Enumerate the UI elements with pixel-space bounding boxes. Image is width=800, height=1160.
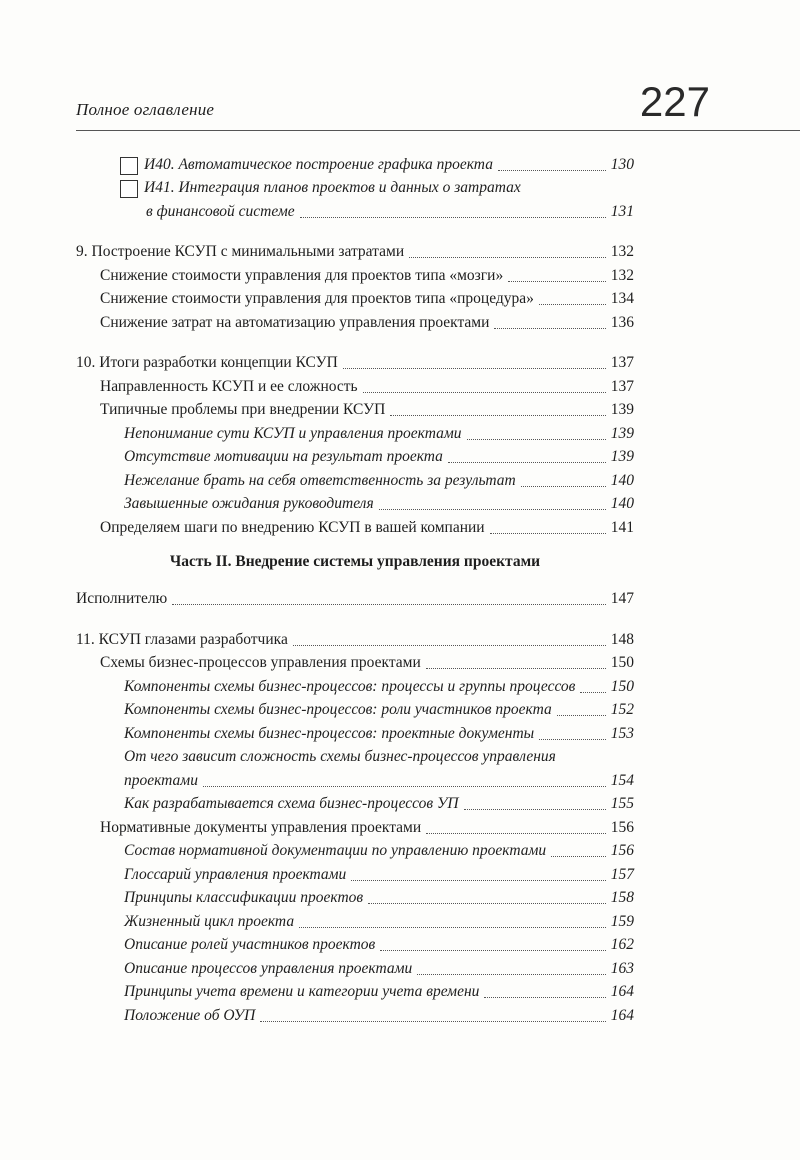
leader-dots: [484, 996, 606, 998]
toc-entry-title: Отсутствие мотивации на результат проекта: [124, 448, 443, 465]
part-heading: Часть II. Внедрение системы управления проектами: [169, 552, 541, 570]
toc-subentry[interactable]: [76, 720, 634, 744]
toc-entry-page: 153: [610, 724, 634, 742]
toc-entry-title: 10. Итоги разработки концепции КСУП: [76, 354, 338, 371]
toc-subentry[interactable]: [76, 673, 634, 697]
toc-entry-page: 147: [610, 590, 634, 607]
toc-entry-page: 154: [610, 771, 634, 789]
leader-dots: [417, 973, 606, 975]
toc-entry-title: Непонимание сути КСУП и управления проектами: [124, 424, 462, 442]
toc-entry-page: 156: [610, 818, 634, 836]
toc-entry-page: 140: [610, 495, 634, 512]
toc-entry-page: 158: [610, 889, 634, 906]
toc-entry-title: Принципы учета времени и категории учета времени: [124, 983, 480, 1000]
toc-subentry[interactable]: [76, 1002, 634, 1026]
toc-entry-title: Определяем шаги по внедрению КСУП в вашей компании: [100, 518, 485, 536]
toc-entry-title: Компоненты схемы бизнес-процессов: роли участников проекта: [124, 701, 552, 718]
toc-subentry[interactable]: [76, 420, 634, 444]
toc-entry-page: 140: [610, 471, 634, 489]
toc-entry-page: 132: [610, 243, 634, 260]
checkbox[interactable]: [120, 180, 138, 198]
toc-chapter-10[interactable]: [76, 350, 634, 374]
toc-entry-page: 162: [610, 936, 634, 953]
leader-dots: [490, 532, 606, 534]
leader-dots: [464, 808, 606, 810]
toc-entry-title: Типичные проблемы при внедрении КСУП: [100, 401, 386, 418]
toc-entry-page: 134: [610, 290, 634, 307]
toc-entry-page: 150: [610, 654, 634, 671]
toc-entry-title: Состав нормативной документации по управлению проектами: [124, 842, 547, 859]
toc-entry[interactable]: [76, 309, 634, 333]
toc-entry-title: Снижение затрат на автоматизацию управления проектами: [100, 313, 490, 331]
toc-entry-title: Описание процессов управления проектами: [124, 959, 413, 977]
toc-subentry[interactable]: [76, 491, 634, 515]
toc-subentry[interactable]: [76, 697, 634, 721]
leader-dots: [379, 508, 606, 510]
toc-entry-page: 156: [610, 842, 634, 859]
toc-entry-page: 139: [610, 424, 634, 442]
leader-dots: [448, 461, 606, 463]
leader-dots: [557, 714, 606, 716]
toc-entry-page: 131: [610, 202, 634, 220]
toc-entry[interactable]: [76, 262, 634, 286]
toc-subentry[interactable]: [76, 861, 634, 885]
toc-entry-page: 150: [610, 677, 634, 695]
toc-entry-title: Снижение стоимости управления для проектов типа «процедура»: [100, 290, 534, 307]
leader-dots: [172, 603, 606, 605]
toc-entry-title: Направленность КСУП и ее сложность: [100, 377, 358, 395]
checkbox[interactable]: [120, 157, 138, 175]
toc-entry[interactable]: [76, 373, 634, 397]
toc-entry-page: 164: [610, 1006, 634, 1024]
toc-entry[interactable]: [76, 814, 634, 838]
toc-entry-title: И40. Автоматическое построение графика проекта: [144, 155, 493, 173]
toc-entry-page: 157: [610, 865, 634, 883]
toc-entry[interactable]: [76, 514, 634, 538]
table-of-contents: [76, 151, 634, 1026]
toc-entry-title: Принципы классификации проектов: [124, 889, 364, 906]
toc-subentry[interactable]: [76, 885, 634, 909]
toc-entry-title: 11. КСУП глазами разработчика: [76, 630, 288, 648]
leader-dots: [539, 738, 606, 740]
toc-entry[interactable]: [76, 286, 634, 310]
toc-entry-page: 141: [610, 518, 634, 536]
leader-dots: [390, 414, 606, 416]
toc-entry-title: 9. Построение КСУП с минимальными затратами: [76, 243, 405, 260]
leader-dots: [551, 855, 606, 857]
page-header: [76, 78, 710, 128]
toc-entry[interactable]: [76, 650, 634, 674]
toc-subentry[interactable]: [76, 955, 634, 979]
leader-dots: [299, 926, 606, 928]
toc-subentry[interactable]: [76, 444, 634, 468]
leader-dots: [300, 216, 606, 218]
toc-entry-title: Снижение стоимости управления для проектов типа «мозги»: [100, 266, 504, 284]
toc-subentry-cont[interactable]: [76, 767, 634, 791]
toc-subentry[interactable]: [76, 908, 634, 932]
toc-entry-title: Компоненты схемы бизнес-процессов: проектные документы: [124, 724, 535, 742]
toc-entry-title: Схемы бизнес-процессов управления проектами: [100, 654, 421, 671]
toc-entry-title: Глоссарий управления проектами: [124, 865, 347, 883]
toc-entry-title: Нормативные документы управления проектами: [100, 818, 422, 836]
toc-entry-i41[interactable]: [76, 175, 634, 199]
toc-entry-title: Положение об ОУП: [124, 1006, 256, 1024]
leader-dots: [351, 879, 606, 881]
leader-dots: [426, 832, 606, 834]
toc-entry-page: 136: [610, 313, 634, 331]
toc-entry-page: 159: [610, 912, 634, 930]
toc-entry-title: Завышенные ожидания руководителя: [124, 495, 374, 512]
toc-entry-title: Исполнителю: [76, 590, 168, 607]
toc-subentry[interactable]: [76, 838, 634, 862]
toc-entry-title: Нежелание брать на себя ответственность за результат: [124, 471, 516, 489]
leader-dots: [203, 785, 606, 787]
toc-subentry[interactable]: [76, 744, 634, 768]
toc-subentry[interactable]: [76, 791, 634, 815]
toc-entry-page: 148: [610, 630, 634, 648]
toc-entry[interactable]: [76, 397, 634, 421]
toc-entry-title-cont: в финансовой системе: [146, 202, 295, 220]
toc-subentry[interactable]: [76, 932, 634, 956]
toc-chapter-11[interactable]: [76, 626, 634, 650]
running-title: Полное оглавление: [76, 100, 215, 119]
leader-dots: [521, 485, 606, 487]
toc-entry-page: 132: [610, 266, 634, 284]
leader-dots: [343, 367, 606, 369]
leader-dots: [426, 667, 606, 669]
leader-dots: [580, 691, 606, 693]
toc-entry-page: 139: [610, 401, 634, 418]
leader-dots: [539, 303, 606, 305]
toc-entry-page: 130: [610, 155, 634, 173]
leader-dots: [498, 169, 606, 171]
toc-entry-page: 137: [610, 354, 634, 371]
toc-entry-title: Жизненный цикл проекта: [124, 912, 295, 930]
toc-entry-performer[interactable]: [76, 586, 634, 610]
leader-dots: [467, 438, 607, 440]
toc-entry-title-cont: проектами: [124, 771, 198, 789]
toc-entry-title: Описание ролей участников проектов: [124, 936, 376, 953]
leader-dots: [508, 280, 606, 282]
toc-entry-title: Компоненты схемы бизнес-процессов: процессы и группы процессов: [124, 677, 576, 695]
toc-entry-page: 155: [610, 795, 634, 812]
leader-dots: [368, 902, 606, 904]
leader-dots: [293, 644, 606, 646]
toc-subentry[interactable]: [76, 467, 634, 491]
toc-entry-title: От чего зависит сложность схемы бизнес-процессов управления: [124, 748, 556, 765]
toc-entry-title: Как разрабатывается схема бизнес-процессов УП: [124, 795, 459, 812]
header-rule: [76, 130, 800, 131]
leader-dots: [409, 256, 606, 258]
toc-entry-page: 163: [610, 959, 634, 977]
leader-dots: [260, 1020, 606, 1022]
toc-chapter-9[interactable]: [76, 239, 634, 263]
toc-entry-page: 164: [610, 983, 634, 1000]
page-number: 227: [639, 78, 710, 125]
toc-entry-title: И41. Интеграция планов проектов и данных о затратах: [144, 179, 521, 196]
toc-entry-page: 137: [610, 377, 634, 395]
toc-entry-page: 139: [610, 448, 634, 465]
leader-dots: [363, 391, 606, 393]
toc-entry-page: 152: [610, 701, 634, 718]
leader-dots: [380, 949, 606, 951]
toc-subentry[interactable]: [76, 979, 634, 1003]
toc-entry-i41-cont[interactable]: [76, 198, 634, 222]
leader-dots: [494, 327, 606, 329]
toc-entry-i40[interactable]: [76, 151, 634, 175]
